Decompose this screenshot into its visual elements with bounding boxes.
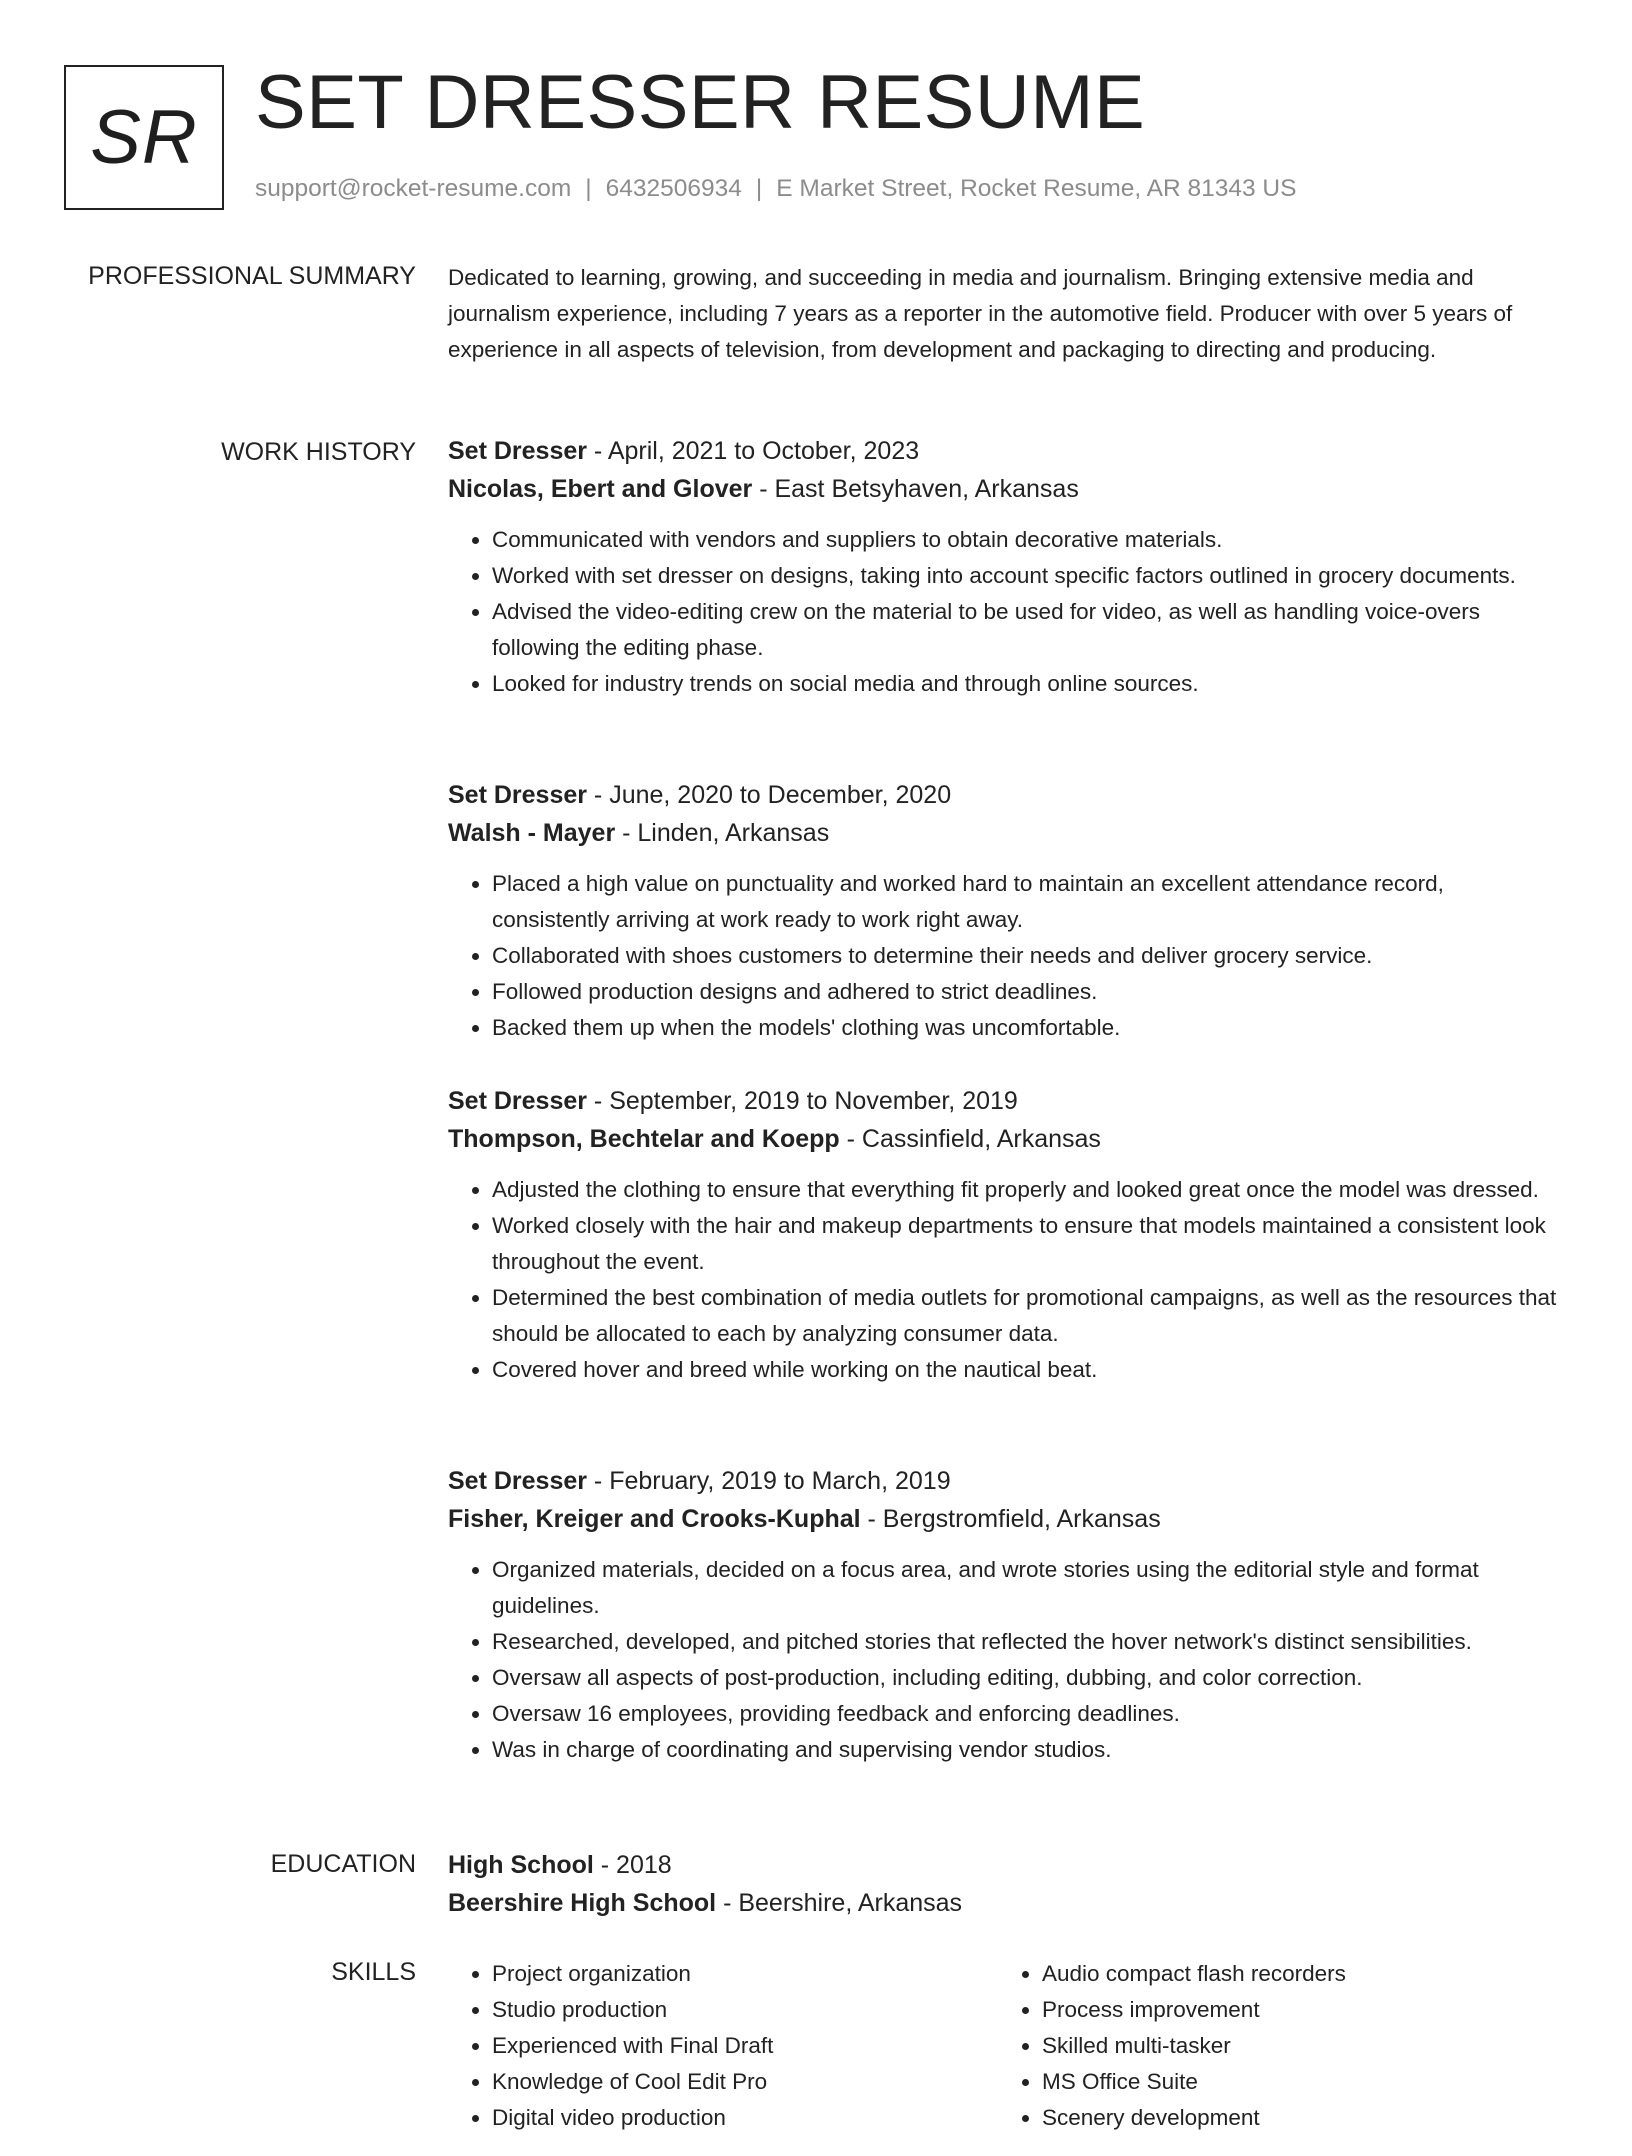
list-item: • Oversaw 16 employees, providing feedback and enforcing deadlines. [492,1696,1563,1732]
list-item: • Communicated with vendors and suppliers to obtain decorative materials. [492,522,1563,558]
education-year: - 2018 [593,1851,672,1879]
job-dates: - February, 2019 to March, 2019 [586,1467,951,1495]
job-location: - Cassinfield, Arkansas [839,1125,1101,1153]
job-title: Set Dresser [448,781,587,809]
section-label-work-history: WORK HISTORY [221,438,416,466]
job-bullets [448,522,1563,702]
job-bullets [448,1552,1563,1768]
monogram-logo: SR [64,65,224,210]
job-entry [448,432,1563,702]
list-item: • Adjusted the clothing to ensure that everything fit properly and looked great once the model was dressed. [492,1172,1563,1208]
section-label-skills: SKILLS [331,1958,416,1986]
list-item: • Studio production [492,1992,988,2028]
list-item: • Project organization [492,1956,988,1992]
list-item: • Was in charge of coordinating and supervising vendor studios. [492,1732,1563,1768]
list-item: • Researched, developed, and pitched stories that reflected the hover network's distinct sensibilities. [492,1624,1563,1660]
job-title: Set Dresser [448,437,587,465]
job-company-line [448,814,1563,852]
job-location: - Linden, Arkansas [615,819,830,847]
list-item: • Worked closely with the hair and makeup departments to ensure that models maintained a consistent look throughout the event. [492,1208,1563,1280]
skills-body [448,1956,1563,2156]
education-location: - Beershire, Arkansas [716,1889,963,1917]
list-item: • Experienced with Final Draft [492,2028,988,2064]
summary-text: Dedicated to learning, growing, and succeeding in media and journalism. Bringing extensive media and journalism experience, including 7 years as a reporter in the automotive field. Producer with over 5 years of experience in all aspects of television, from development and packaging to directing and producing. [448,265,1513,362]
section-label-education: EDUCATION [270,1850,416,1878]
job-entry [448,1462,1563,1768]
contact-phone[interactable]: 6432506934 [605,175,742,202]
job-company: Nicolas, Ebert and Glover [448,475,753,503]
contact-email[interactable]: support@rocket-resume.com [255,175,572,202]
list-item: • Scenery development [1042,2100,1538,2136]
list-item: • Audio compact flash recorders [1042,1956,1538,1992]
job-company: Walsh - Mayer [448,819,616,847]
job-location: - Bergstromfield, Arkansas [860,1505,1161,1533]
list-item: • Digital video production [492,2100,988,2136]
job-title: Set Dresser [448,1467,587,1495]
list-item: • Advised the video-editing crew on the material to be used for video, as well as handling voice-overs following the editing phase. [492,594,1563,666]
list-item: • Looked for industry trends on social media and through online sources. [492,666,1563,702]
contact-line [255,175,1296,203]
education-body [448,1846,1563,1922]
skills-list [448,1956,988,2136]
list-item: • Skilled multi-tasker [1042,2028,1538,2064]
job-bullets [448,866,1563,1046]
list-item: • Organized materials, decided on a focus area, and wrote stories using the editorial style and format guidelines. [492,1552,1563,1624]
skills-column-right [998,1956,1538,2136]
job-dates: - June, 2020 to December, 2020 [586,781,952,809]
job-title-line [448,1082,1563,1120]
job-company: Thompson, Bechtelar and Koepp [448,1125,840,1153]
list-item: • Collaborated with shoes customers to determine their needs and deliver grocery service. [492,938,1563,974]
job-entry [448,1082,1563,1388]
list-item: • Followed production designs and adhered to strict deadlines. [492,974,1563,1010]
job-dates: - April, 2021 to October, 2023 [586,437,920,465]
list-item: • Worked with set dresser on designs, taking into account specific factors outlined in grocery documents. [492,558,1563,594]
education-school: Beershire High School [448,1889,717,1917]
list-item: • Backed them up when the models' clothing was uncomfortable. [492,1010,1563,1046]
job-title-line [448,1462,1563,1500]
job-entry [448,776,1563,1046]
list-item: • Placed a high value on punctuality and worked hard to maintain an excellent attendance record, consistently arriving at work ready to work right away. [492,866,1563,938]
skills-list [998,1956,1538,2136]
contact-separator: | [755,175,763,202]
education-degree-line [448,1846,1563,1884]
resume-header [64,60,1564,210]
job-company-line [448,1120,1563,1158]
job-dates: - September, 2019 to November, 2019 [586,1087,1018,1115]
section-label-summary: PROFESSIONAL SUMMARY [88,262,416,290]
job-title: Set Dresser [448,1087,587,1115]
education-degree: High School [448,1851,594,1879]
job-company-line [448,1500,1563,1538]
list-item: • Covered hover and breed while working on the nautical beat. [492,1352,1563,1388]
page-title: SET DRESSER RESUME [255,60,1146,145]
education-school-line [448,1884,1563,1922]
list-item: • Knowledge of Cool Edit Pro [492,2064,988,2100]
job-location: - East Betsyhaven, Arkansas [752,475,1079,503]
job-company-line [448,470,1563,508]
job-company: Fisher, Kreiger and Crooks-Kuphal [448,1505,861,1533]
job-bullets [448,1172,1563,1388]
contact-separator: | [585,175,592,202]
contact-address: E Market Street, Rocket Resume, AR 81343 US [776,175,1297,202]
list-item: • Oversaw all aspects of post-production, including editing, dubbing, and color correction. [492,1660,1563,1696]
list-item: • Determined the best combination of media outlets for promotional campaigns, as well as the resources that should be allocated to each by analyzing consumer data. [492,1280,1563,1352]
list-item: • Process improvement [1042,1992,1538,2028]
job-title-line [448,776,1563,814]
list-item: • MS Office Suite [1042,2064,1538,2100]
job-title-line [448,432,1563,470]
skills-column-left [448,1956,988,2136]
